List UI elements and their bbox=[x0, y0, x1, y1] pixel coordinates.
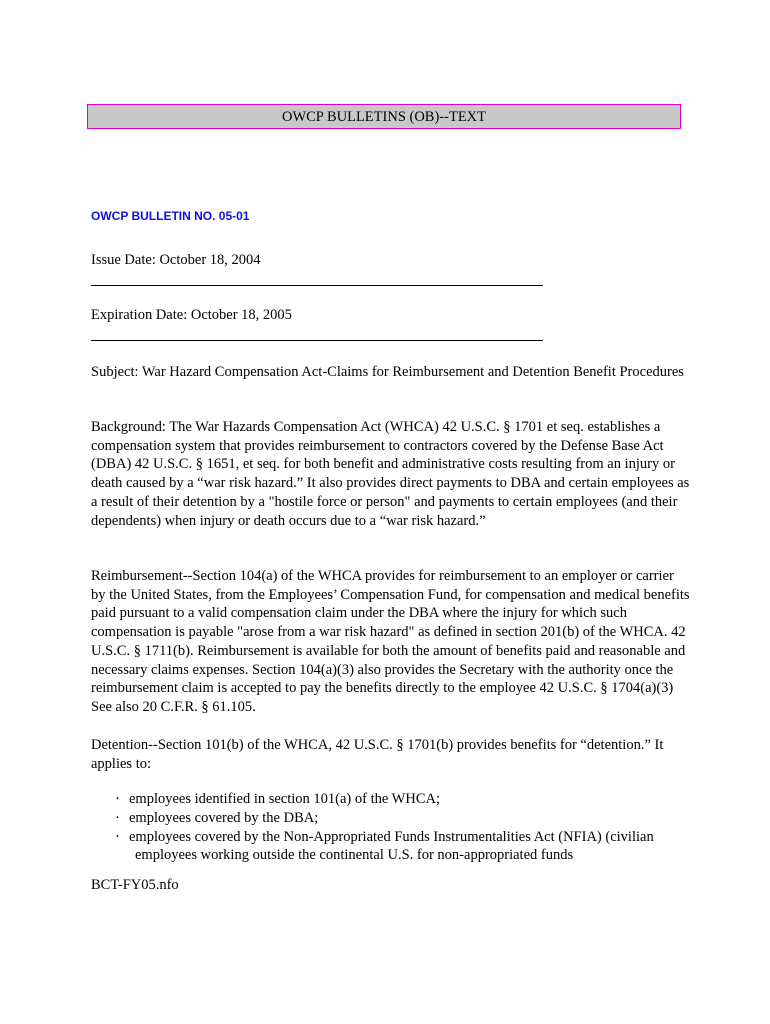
expiration-date: Expiration Date: October 18, 2005 bbox=[91, 307, 292, 323]
banner-title: OWCP BULLETINS (OB)--TEXT bbox=[281, 109, 487, 125]
list-item-text: employees identified in section 101(a) of the WHCA; bbox=[129, 791, 440, 807]
expiration-date-rule bbox=[91, 340, 543, 341]
list-item bbox=[115, 790, 695, 809]
list-item bbox=[115, 809, 695, 828]
bulletins-banner bbox=[87, 104, 681, 129]
detention-list bbox=[115, 790, 695, 865]
subject-paragraph: Subject: War Hazard Compensation Act-Claims for Reimbursement and Detention Benefit Procedures bbox=[91, 364, 684, 380]
list-item-text: employees covered by the Non-Appropriated Funds Instrumentalities Act (NFIA) (civilian employees working outside the continental U.S. for non-appropriated funds bbox=[129, 828, 654, 864]
bullet-mark: · bbox=[115, 828, 120, 845]
issue-date-rule bbox=[91, 285, 543, 286]
detention-paragraph: Detention--Section 101(b) of the WHCA, 42 U.S.C. § 1701(b) provides benefits for “detention.” It applies to: bbox=[91, 737, 664, 772]
bulletin-number: OWCP BULLETIN NO. 05-01 bbox=[91, 209, 250, 223]
background-paragraph: Background: The War Hazards Compensation Act (WHCA) 42 U.S.C. § 1701 et seq. establishes a compensation system that provides reimbursement to contractors covered by the Defense Base Act (DBA) 42 U.S.C. § 1651, et seq. for both benefit and administrative costs resulting from an injury or death caused by a “war risk hazard.” It also provides direct payments to DBA and certain employees as a result of their detention by a "hostile force or person" and payments to certain employees (and their dependents) when injury or death occurs due to a “war risk hazard.” bbox=[91, 419, 690, 529]
list-item bbox=[115, 828, 695, 866]
footer-code: BCT-FY05.nfo bbox=[91, 877, 179, 893]
bullet-mark: · bbox=[115, 791, 120, 807]
bullet-mark: · bbox=[115, 809, 120, 826]
reimbursement-paragraph: Reimbursement--Section 104(a) of the WHCA provides for reimbursement to an employer or carrier by the United States, from the Employees’ Compensation Fund, for compensation and medical benefits paid pursuant to a valid compensation claim under the DBA where the injury for which such compensation is payable "arose from a war risk hazard" as defined in section 201(b) of the WHCA. 42 U.S.C. § 1711(b). Reimbursement is available for both the amount of benefits paid and reasonable and necessary claims expenses. Section 104(a)(3) also provides the Secretary with the authority once the reimbursement claim is accepted to pay the benefits directly to the employee 42 U.S.C. § 1704(a)(3) See also 20 C.F.R. § 61.105. bbox=[91, 568, 690, 715]
issue-date: Issue Date: October 18, 2004 bbox=[91, 252, 261, 268]
list-item-text: employees covered by the DBA; bbox=[129, 809, 319, 826]
